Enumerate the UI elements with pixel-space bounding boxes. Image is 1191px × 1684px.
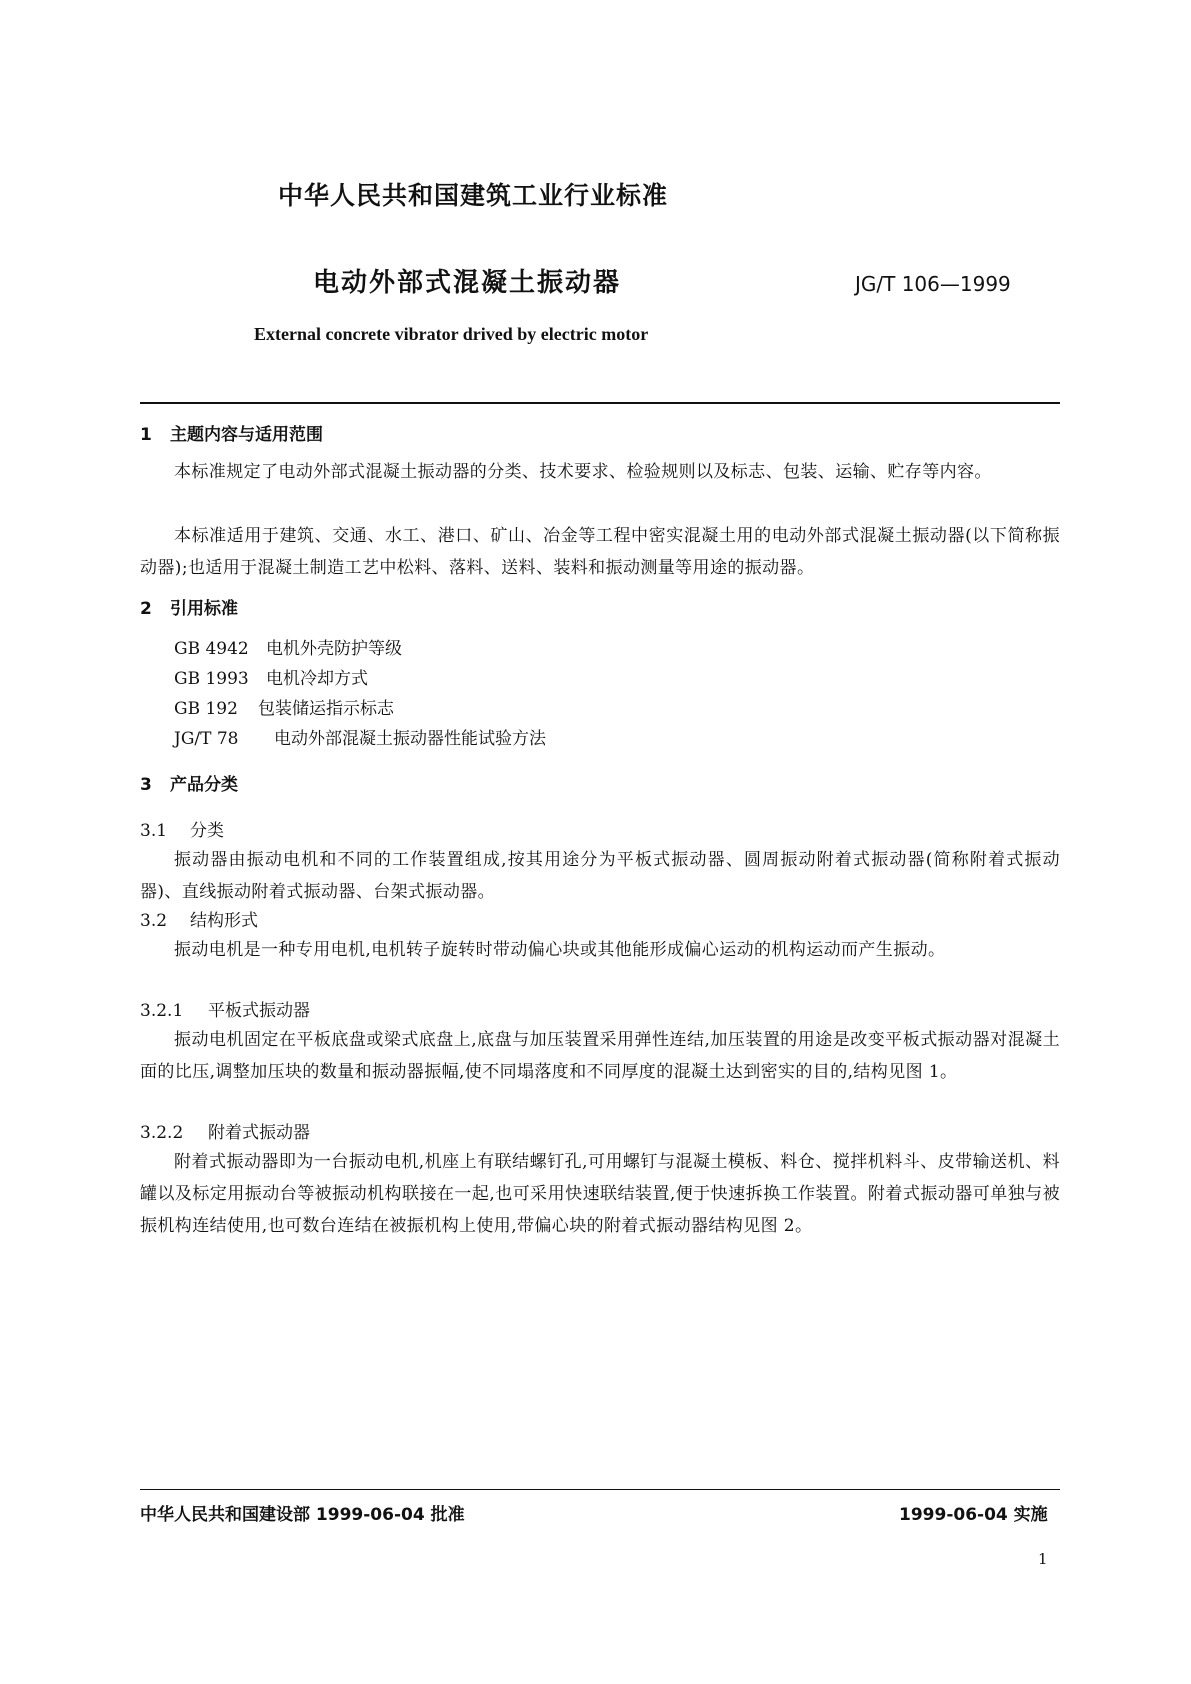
reference-title: 电机冷却方式 xyxy=(266,669,368,689)
section-number: 2 xyxy=(140,599,152,619)
section-number: 1 xyxy=(140,425,152,445)
reference-code: GB 4942 xyxy=(174,639,249,659)
subsection-3-2-2-heading xyxy=(140,1118,310,1143)
section-number: 3 xyxy=(140,775,152,795)
reference-code: JG/T 78 xyxy=(174,729,239,749)
subsection-3-2-1-paragraph: 振动电机固定在平板底盘或梁式底盘上,底盘与加压装置采用弹性连结,加压装置的用途是改变平板式振动器对混凝土面的比压,调整加压块的数量和振动器振幅,使不同塌落度和不同厚度的混凝土达到密实的目的,结构见图 1。 xyxy=(140,1030,1060,1082)
reference-item xyxy=(174,694,394,719)
section-1-paragraph-1: 本标准规定了电动外部式混凝土振动器的分类、技术要求、检验规则以及标志、包装、运输、贮存等内容。 xyxy=(174,462,992,482)
header-divider xyxy=(140,402,1060,404)
subsection-title: 结构形式 xyxy=(190,911,258,931)
reference-item xyxy=(174,664,368,689)
subsection-3-1-heading xyxy=(140,816,224,841)
subsection-3-1-paragraph: 振动器由振动电机和不同的工作装置组成,按其用途分为平板式振动器、圆周振动附着式振动器(简称附着式振动器)、直线振动附着式振动器、台架式振动器。 xyxy=(140,850,1060,902)
subsection-3-2-2-paragraph: 附着式振动器即为一台振动电机,机座上有联结螺钉孔,可用螺钉与混凝土模板、料仓、搅拌机料斗、皮带输送机、料罐以及标定用振动台等被振动机构联接在一起,也可采用快速联结装置,便于快速拆换工作装置。附着式振动器可单独与被振机构连结使用,也可数台连结在被振机构上使用,带偏心块的附着式振动器结构见图 2。 xyxy=(140,1152,1060,1236)
section-title: 引用标准 xyxy=(170,599,238,619)
section-1-heading xyxy=(140,420,323,445)
subsection-number: 3.1 xyxy=(140,821,168,841)
reference-item xyxy=(174,634,402,659)
reference-item xyxy=(174,724,546,749)
section-3-heading xyxy=(140,770,238,795)
subsection-number: 3.2.2 xyxy=(140,1123,184,1143)
reference-code: GB 1993 xyxy=(174,669,249,689)
subsection-title: 附着式振动器 xyxy=(208,1123,310,1143)
subsection-number: 3.2 xyxy=(140,911,168,931)
page-number: 1 xyxy=(1038,1550,1048,1568)
subsection-number: 3.2.1 xyxy=(140,1001,184,1021)
subsection-title: 分类 xyxy=(190,821,224,841)
issuing-authority-header: 中华人民共和国建筑工业行业标准 xyxy=(278,181,669,210)
reference-title: 电动外部混凝土振动器性能试验方法 xyxy=(274,729,546,749)
reference-title: 包装储运指示标志 xyxy=(258,699,394,719)
subsection-3-2-1-heading xyxy=(140,996,310,1021)
footer-divider xyxy=(140,1489,1060,1490)
effective-date: 1999-06-04 实施 xyxy=(899,1505,1048,1525)
subsection-3-2-heading xyxy=(140,906,258,931)
reference-title: 电机外壳防护等级 xyxy=(266,639,402,659)
approval-statement: 中华人民共和国建设部 1999-06-04 批准 xyxy=(140,1505,465,1525)
subsection-title: 平板式振动器 xyxy=(208,1001,310,1021)
section-2-heading xyxy=(140,594,238,619)
subsection-3-2-paragraph: 振动电机是一种专用电机,电机转子旋转时带动偏心块或其他能形成偏心运动的机构运动而产生振动。 xyxy=(174,940,946,960)
section-title: 产品分类 xyxy=(170,775,238,795)
document-title-english: External concrete vibrator drived by electric motor xyxy=(254,324,649,344)
standard-code: JG/T 106—1999 xyxy=(855,272,1011,296)
document-title: 电动外部式混凝土振动器 xyxy=(313,268,622,298)
section-1-paragraph-2: 本标准适用于建筑、交通、水工、港口、矿山、冶金等工程中密实混凝土用的电动外部式混凝土振动器(以下简称振动器);也适用于混凝土制造工艺中松料、落料、送料、装料和振动测量等用途的振动器。 xyxy=(140,526,1060,578)
reference-code: GB 192 xyxy=(174,699,238,719)
section-title: 主题内容与适用范围 xyxy=(170,425,323,445)
